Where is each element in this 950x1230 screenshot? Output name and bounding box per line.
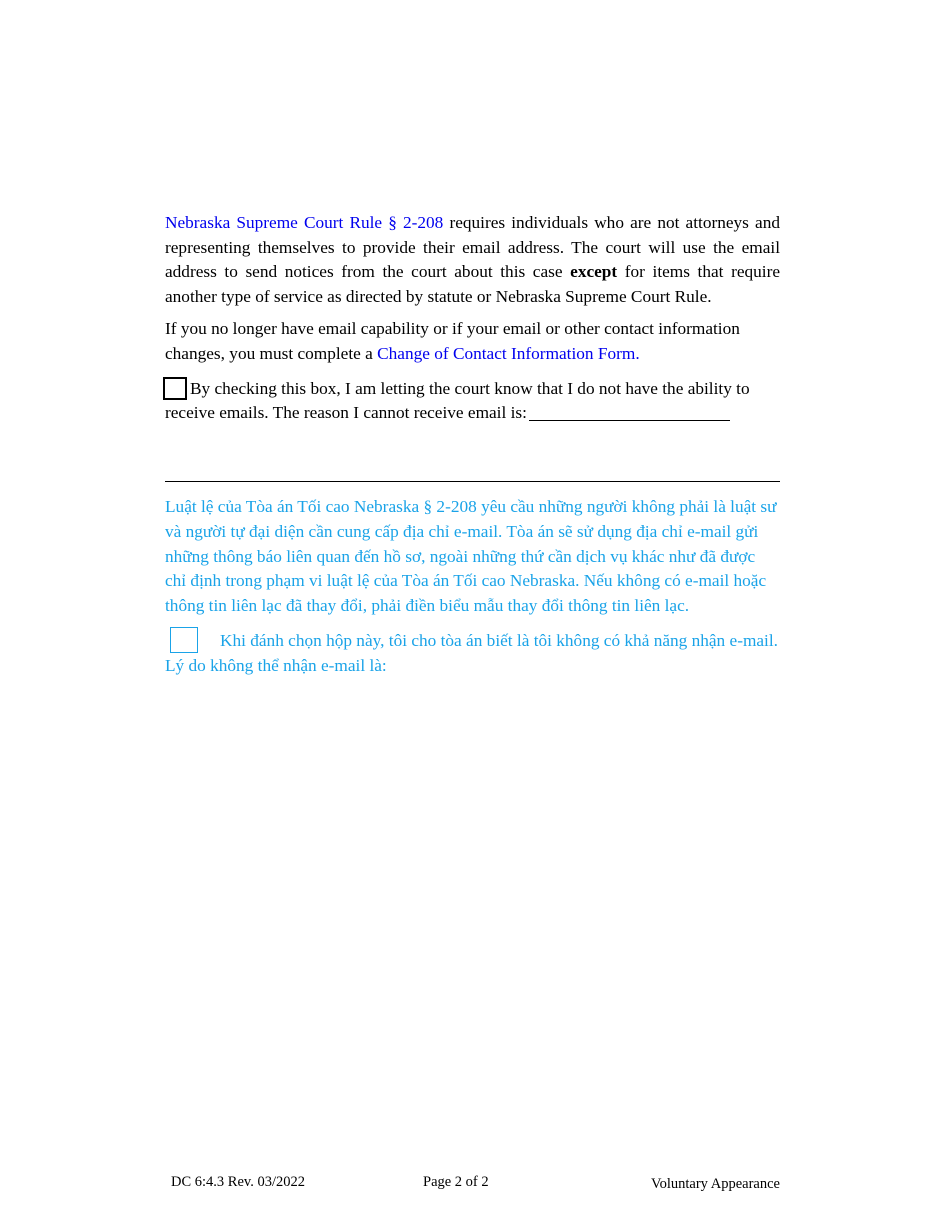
vietnamese-no-email-checkbox[interactable]	[170, 627, 198, 653]
english-section	[165, 211, 780, 426]
no-email-checkbox-row	[165, 377, 780, 426]
para2-text: If you no longer have email capability or if your email or other contact information changes, you must complete a	[165, 319, 740, 363]
change-contact-form-link[interactable]: Change of Contact Information Form.	[377, 343, 640, 363]
reason-second-line[interactable]	[165, 481, 780, 482]
no-email-checkbox[interactable]	[163, 377, 187, 400]
reason-fill-line[interactable]	[529, 404, 730, 421]
vietnamese-paragraph: Luật lệ của Tòa án Tối cao Nebraska § 2-208 yêu cầu những người không phải là luật sư và người tự đại diện cần cung cấp địa chỉ e-mail. Tòa án sẽ sử dụng địa chỉ e-mail gửi những thông báo liên quan đến hồ sơ, ngoài những thứ cần dịch vụ khác như đã được chỉ định trong phạm vi luật lệ của Tòa án Tối cao Nebraska. Nếu không có e-mail hoặc thông tin liên lạc đã thay đổi, phải điền biểu mẫu thay đổi thông tin liên lạc.	[165, 497, 777, 616]
vietnamese-checkbox-label: Khi đánh chọn hộp này, tôi cho tòa án biết là tôi không có khả năng nhận e-mail. Lý do không thể nhận e-mail là:	[165, 630, 778, 675]
no-email-checkbox-label: By checking this box, I am letting the court know that I do not have the ability to receive emails. The reason I cannot receive email is:	[165, 378, 750, 423]
email-rule-paragraph	[165, 211, 780, 309]
para1-text-a: requires individuals who are not attorneys and representing themselves to provide their email address. The court will use the email address to send notices from the court about this case	[165, 213, 780, 282]
vietnamese-section	[165, 495, 780, 679]
contact-change-paragraph	[165, 317, 780, 366]
para1-bold-except: except	[570, 262, 618, 282]
supreme-court-rule-link[interactable]: Nebraska Supreme Court Rule § 2-208	[165, 213, 444, 232]
footer-page-number: Page 2 of 2	[423, 1174, 489, 1190]
vietnamese-checkbox-row	[165, 627, 780, 679]
footer-form-title: Voluntary Appearance	[651, 1176, 780, 1192]
footer-form-id: DC 6:4.3 Rev. 03/2022	[171, 1174, 305, 1190]
para1-text-b: for items that require another type of service as directed by statute or Nebraska Supreme Court Rule.	[165, 262, 780, 306]
